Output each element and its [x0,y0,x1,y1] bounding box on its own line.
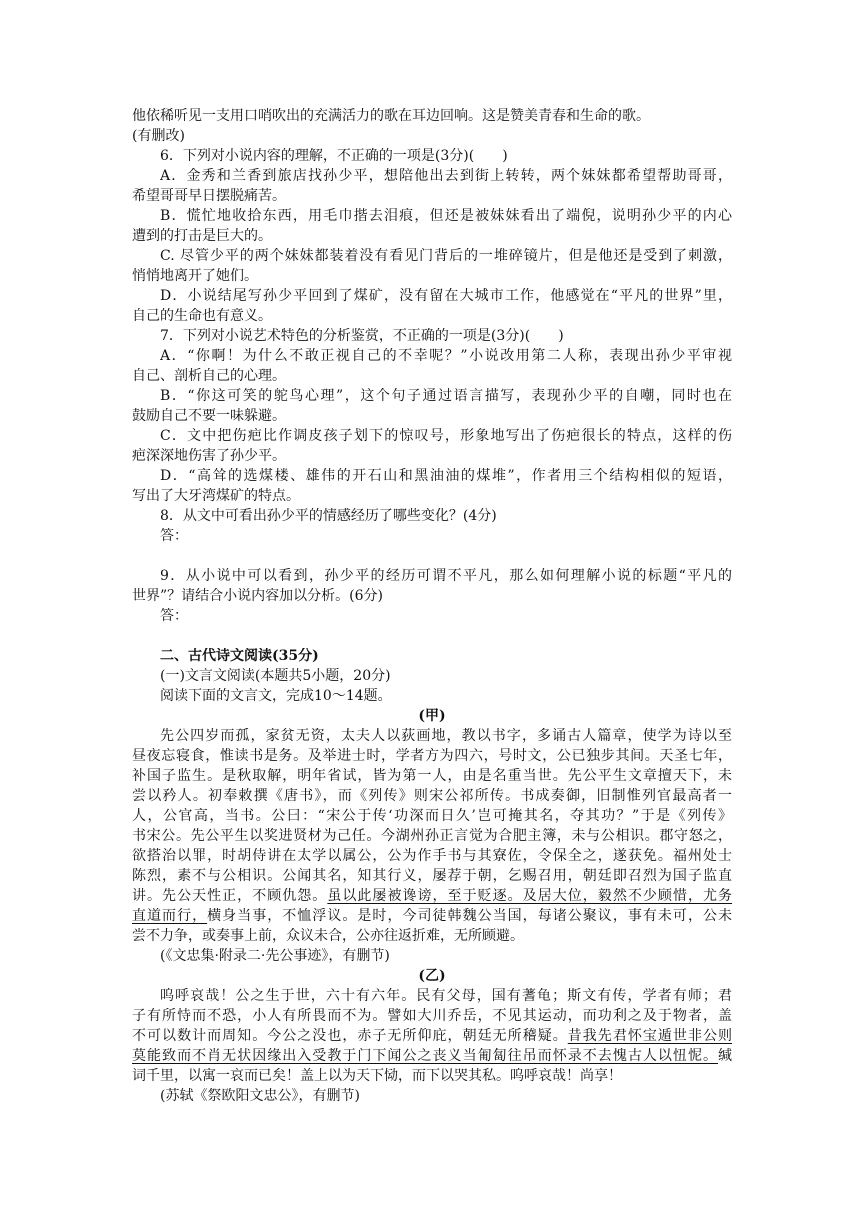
passage-jia-line: 尝以矜人。初奉敕撰《唐书》，而《列传》则宋公祁所传。书成奏御，旧制惟列官最高者一 [132,788,732,804]
question-8: 8．从文中可看出孙少平的情感经历了哪些变化？(4分) [160,508,497,524]
underlined-sentence: 莫能致而不肖无状因缘出入受教于门下闻公之丧义当匍匐往吊而怀录不去愧古人以忸怩。 [132,1048,718,1064]
option-6d-cont: 自己的生命也有意义。 [132,308,272,324]
text-line: 他依稀听见一支用口哨吹出的充满活力的歌在耳边回响。这是赞美青春和生命的歌。 [132,108,650,124]
text-line: (有删改) [132,128,185,144]
reading-instruction: 阅读下面的文言文，完成10～14题。 [160,688,392,704]
option-6a: A．金秀和兰香到旅店找孙少平，想陪他出去到街上转转，两个妹妹都希望帮助哥哥， [160,168,732,184]
passage-jia-line: 欲搭治以罪，时胡侍讲在太学以属公，公为作手书与其寮佐，令保全之，遂获免。福州处士 [132,848,732,864]
underlined-sentence: 虽以此屡被谗谤，至于贬逐。及居大位，毅然不少顾惜，尤务 [327,888,732,904]
question-9: 9．从小说中可以看到，孙少平的经历可谓不平凡，那么如何理解小说的标题“平凡的 [160,568,732,584]
passage-jia-line: 先公四岁而孤，家贫无资，太夫人以荻画地，教以书字，多诵古人篇章，使学为诗以至 [160,728,732,744]
question-7: 7．下列对小说艺术特色的分析鉴赏，不正确的一项是(3分)( ) [160,328,564,344]
option-7a: A．“你啊！为什么不敢正视自己的不幸呢？”小说改用第二人称，表现出孙少平审视 [160,348,732,364]
option-7c-cont: 疤深深地伤害了孙少平。 [132,448,286,464]
option-7c: C．文中把伤疤比作调皮孩子划下的惊叹号，形象地写出了伤疤很长的特点，这样的伤 [160,428,732,444]
passage-yi-line: 不可以数计而周知。今公之没也，赤子无所仰庇，朝廷无所稽疑。昔我先君怀宝遁世非公则 [132,1028,732,1044]
answer-label: 答： [160,608,188,624]
underlined-sentence: 昔我先君怀宝遁世非公则 [567,1028,732,1044]
option-6c-cont: 悄悄地离开了她们。 [132,268,258,284]
option-7b: B．“你这可笑的鸵鸟心理”，这个句子通过语言描写，表现孙少平的自嘲，同时也在 [160,388,732,404]
passage-label-yi: (乙) [418,968,446,984]
subsection-heading: (一)文言文阅读(本题共5小题，20分) [160,668,391,684]
passage-jia-line: 人，公官高，当书。公曰：“宋公于传‘功深而日久’岂可掩其名，夺其功？”于是《列传》 [132,808,732,824]
passage-jia-line: 陈烈，素不与公相识。公闻其名，知其行义，屡荐于朝，乞赐召用，朝廷即召烈为国子监直 [132,868,732,884]
passage-yi-line: 呜呼哀哉！公之生于世，六十有六年。民有父母，国有蓍龟；斯文有传，学者有师；君 [160,988,732,1004]
passage-yi-line: 词千里，以寓一哀而已矣！盖上以为天下恸，而下以哭其私。呜呼哀哉！尚享！ [132,1068,622,1084]
passage-jia-line: 讲。先公天性正，不顾仇怨。虽以此屡被谗谤，至于贬逐。及居大位，毅然不少顾惜，尤务 [132,888,732,904]
option-7d: D．“高耸的选煤楼、雄伟的开石山和黑油油的煤堆”，作者用三个结构相似的短语， [160,468,732,484]
question-6: 6．下列对小说内容的理解，不正确的一项是(3分)( ) [160,148,508,164]
option-6c: C. 尽管少平的两个妹妹都装着没有看见门背后的一堆碎镜片，但是他还是受到了刺激， [160,248,732,264]
option-7a-cont: 自己、剖析自己的心理。 [132,368,286,384]
passage-jia-source: (《文忠集·附录二·先公事迹》，有删节) [160,948,390,964]
passage-yi-line: 子有所恃而不恐，小人有所畏而不为。譬如大川乔岳，不见其运动，而功利之及于物者，盖 [132,1008,732,1024]
underlined-sentence: 直道而行， [132,908,208,924]
answer-label: 答： [160,528,188,544]
option-6b: B．慌忙地收拾东西，用毛巾揩去泪痕，但还是被妹妹看出了端倪，说明孙少平的内心 [160,208,732,224]
option-7d-cont: 写出了大牙湾煤矿的特点。 [132,488,300,504]
passage-jia-line: 直道而行，横身当事，不恤浮议。是时，今司徒韩魏公当国，每诸公聚议，事有未可，公未 [132,908,732,924]
question-9-cont: 世界”？请结合小说内容加以分析。(6分) [132,588,383,604]
option-6b-cont: 遭到的打击是巨大的。 [132,228,272,244]
passage-jia-line: 尝不力争，或奏事上前，众议未合，公亦往返折难，无所顾避。 [132,928,524,944]
passage-yi-source: (苏轼《祭欧阳文忠公》，有删节) [160,1088,360,1104]
option-7b-cont: 鼓励自己不要一味躲避。 [132,408,286,424]
option-6a-cont: 希望哥哥早日摆脱痛苦。 [132,188,286,204]
passage-jia-line: 书宋公。先公平生以奖进贤材为己任。今湖州孙正言觉为合肥主簿，未与公相识。郡守怒之， [132,828,732,844]
passage-jia-line: 补国子监生。是秋取解，明年省试，皆为第一人，由是名重当世。先公平生文章擅天下，未 [132,768,732,784]
passage-yi-line: 莫能致而不肖无状因缘出入受教于门下闻公之丧义当匍匐往吊而怀录不去愧古人以忸怩。缄 [132,1048,732,1064]
passage-label-jia: (甲) [418,708,446,724]
option-6d: D．小说结尾写孙少平回到了煤矿，没有留在大城市工作，他感觉在“平凡的世界”里， [160,288,732,304]
passage-jia-line: 昼夜忘寝食，惟读书是务。及举进士时，学者方为四六，号时文，公已独步其间。天圣七年， [132,748,732,764]
section-heading: 二、古代诗文阅读(35分) [160,648,319,664]
